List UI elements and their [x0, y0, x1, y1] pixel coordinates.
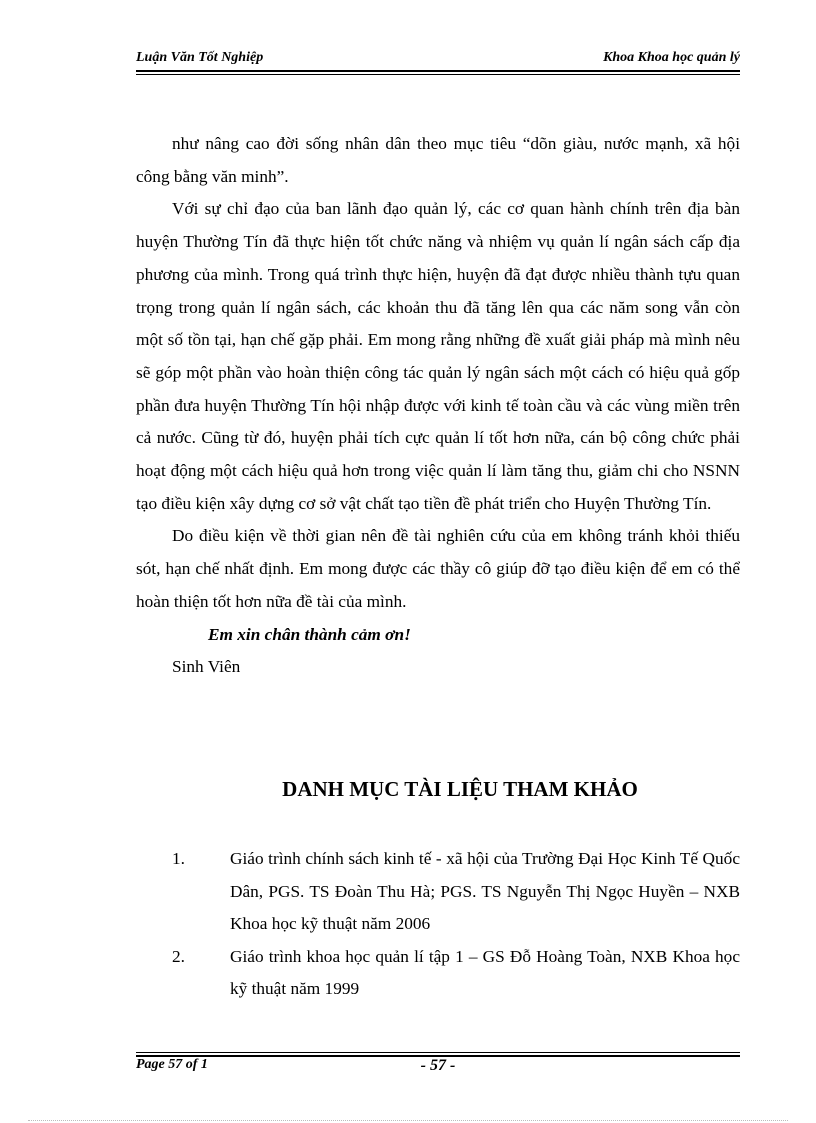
- page-footer: [136, 1057, 740, 1079]
- paragraph-2: Với sự chỉ đạo của ban lãnh đạo quản lý, các cơ quan hành chính trên địa bàn huyện Thường Tín đã thực hiện tốt chức năng và nhiệm vụ quản lí ngân sách cấp địa phương của mình. Trong quá trình thực hiện, huyện đã đạt được nhiều thành tựu quan trọng trong quản lí ngân sách, các khoản thu đã tăng lên qua các năm song vẫn còn một số tồn tại, hạn chế gặp phải. Em mong rằng những đề xuất giải pháp mà mình nêu sẽ góp một phần vào hoàn thiện công tác quản lý ngân sách một cách có hiệu quả gốp phần đưa huyện Thường Tín hội nhập được với kinh tế toàn cầu và các vùng miền trên cả nước. Cũng từ đó, huyện phải tích cực quản lí tốt hơn nữa, cán bộ công chức phải hoạt động một cách hiệu quả hơn trong việc quản lí làm tăng thu, giảm chi cho NSNN tạo điều kiện xây dựng cơ sở vật chất tạo tiền đề phát triển cho Huyện Thường Tín.: [136, 199, 740, 513]
- thanks-line: Em xin chân thành cảm ơn!: [208, 624, 411, 644]
- signer-label: Sinh Viên: [172, 657, 241, 677]
- reference-number: 1.: [172, 849, 185, 868]
- references-list: [136, 843, 740, 1006]
- page-edge-divider: [28, 1120, 788, 1121]
- footer-rule-thin: [136, 1052, 740, 1053]
- paragraph-1: như nâng cao đời sống nhân dân theo mục tiêu “dõn giàu, nước mạnh, xã hội công bằng văn minh”.: [136, 134, 740, 186]
- page-header: [136, 48, 740, 70]
- header-rule: [136, 70, 740, 72]
- footer-page-number: - 57 -: [420, 1057, 456, 1074]
- references-title: DANH MỤC TÀI LIỆU THAM KHẢO: [282, 777, 638, 801]
- header-thesis-label: Luận Văn Tốt Nghiệp: [136, 50, 264, 65]
- reference-text: Giáo trình chính sách kinh tế - xã hội của Trường Đại Học Kinh Tế Quốc Dân, PGS. TS Đoàn Thu Hà; PGS. TS Nguyễn Thị Ngọc Huyền – NXB Khoa học kỹ thuật năm 2006: [230, 849, 740, 933]
- header-faculty-label: Khoa Khoa học quản lý: [603, 50, 740, 65]
- footer-page-count: Page 57 of 1: [136, 1057, 208, 1072]
- reference-text: Giáo trình khoa học quản lí tập 1 – GS Đỗ Hoàng Toàn, NXB Khoa học kỹ thuật năm 1999: [230, 946, 740, 998]
- header-rule-thin: [136, 74, 740, 75]
- reference-item: [136, 843, 740, 941]
- reference-number: 2.: [172, 946, 185, 966]
- paragraph-3: Do điều kiện về thời gian nên đề tài nghiên cứu của em không tránh khỏi thiếu sót, hạn chế nhất định. Em mong được các thầy cô giúp đỡ tạo điều kiện để em có thể hoàn thiện tốt hơn nữa đề tài của mình.: [136, 526, 740, 611]
- body-text: [136, 128, 740, 684]
- reference-item: [136, 941, 740, 1006]
